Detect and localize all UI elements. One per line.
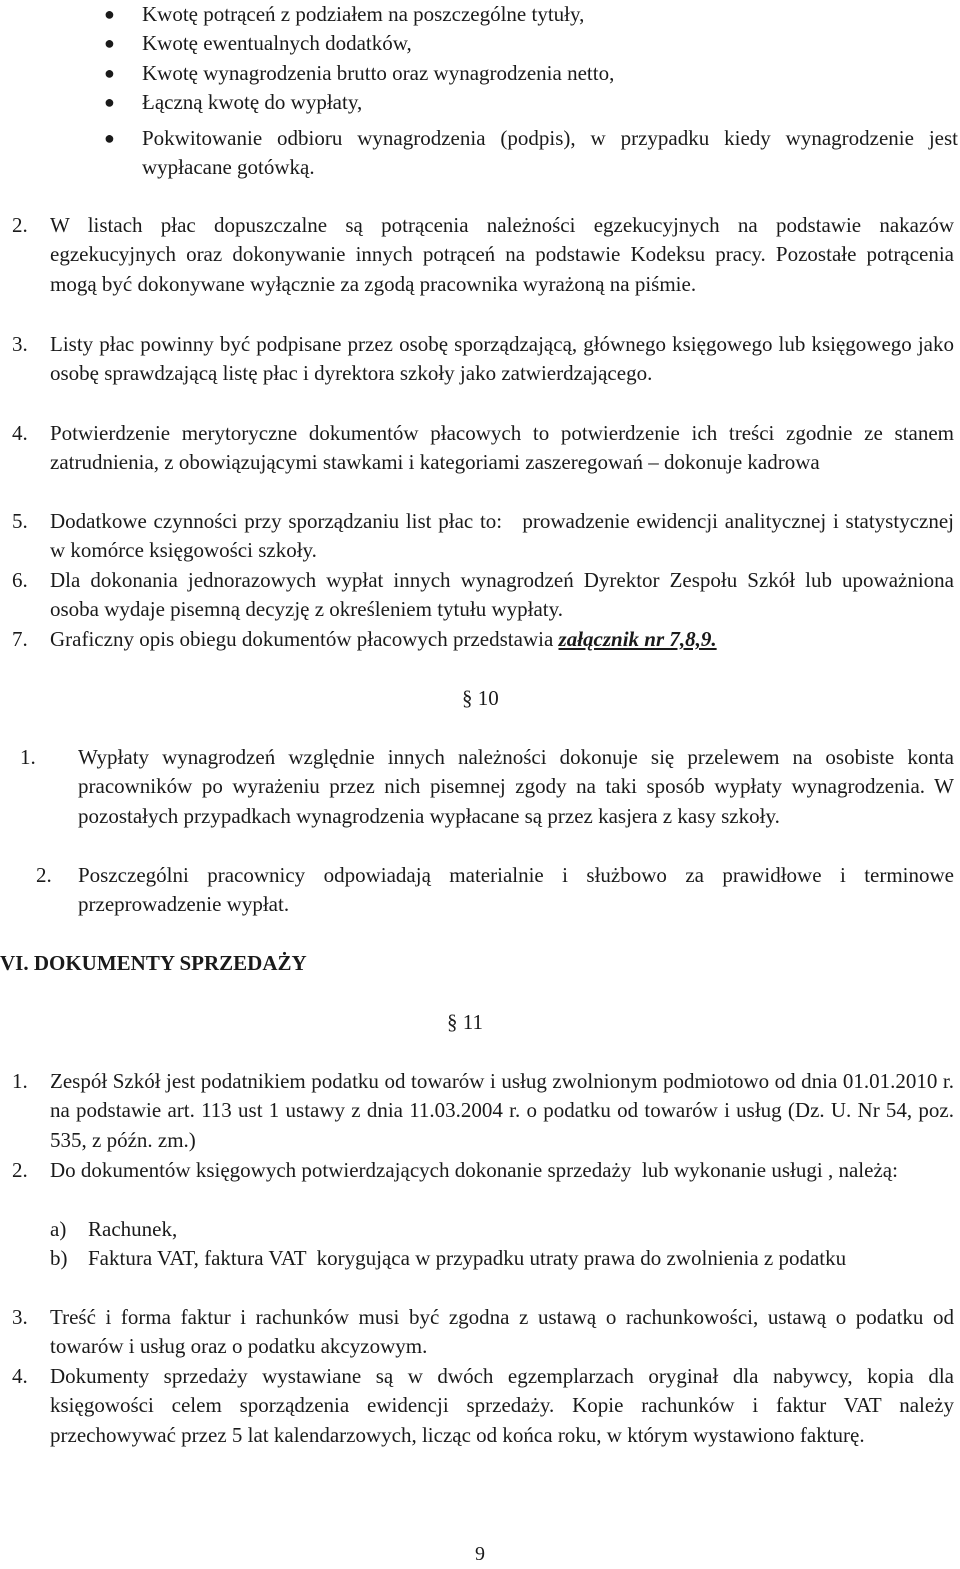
page-number: 9	[475, 1543, 485, 1565]
bullet-icon: ●	[104, 92, 115, 112]
item-number: 2.	[12, 213, 28, 237]
item-number: 7.	[12, 627, 28, 651]
bullet-text: Łączną kwotę do wypłaty,	[142, 90, 363, 114]
sub-item-label: a)	[50, 1217, 67, 1241]
bullet-text: Kwotę wynagrodzenia brutto oraz wynagrodzenia netto,	[142, 61, 615, 85]
sub-item-label: b)	[50, 1246, 68, 1270]
bullet-text: Pokwitowanie odbioru wynagrodzenia (podpis), w przypadku kiedy wynagrodzenie jest wypłacane gotówką.	[142, 126, 958, 180]
item-text: Treść i forma faktur i rachunków musi być zgodna z ustawą o rachunkowości, ustawą o podatku od towarów i usług oraz o podatku akcyzowym.	[50, 1305, 954, 1359]
sub-item-text: Rachunek,	[88, 1217, 178, 1241]
bullet-text: Kwotę ewentualnych dodatków,	[142, 31, 412, 55]
item-number: 2.	[12, 1158, 28, 1182]
item-text: Dodatkowe czynności przy sporządzaniu list płac to: prowadzenie ewidencji analitycznej i statystycznej w komórce księgowości szkoły.	[50, 509, 960, 563]
paragraph-sign: § 10	[462, 686, 499, 710]
item-text: Poszczególni pracownicy odpowiadają materialnie i służbowo za prawidłowe i terminowe przeprowadzenie wypłat.	[78, 863, 954, 917]
item-number: 1.	[12, 1069, 28, 1093]
item-text-main: Graficzny opis obiegu dokumentów płacowych przedstawia	[50, 627, 559, 651]
attachment-reference: załącznik nr 7,8,9.	[558, 627, 717, 651]
bullet-text: Kwotę potrąceń z podziałem na poszczególne tytuły,	[142, 2, 585, 26]
item-text: Wypłaty wynagrodzeń względnie innych należności dokonuje się przelewem na osobiste konta pracowników po wyrażeniu przez nich pisemnej zgody na taki sposób wypłaty wynagrodzenia. W pozostałych przypadkach wynagrodzenia wypłacane są przez kasjera z kasy szkoły.	[78, 745, 954, 828]
bullet-icon: ●	[104, 128, 115, 148]
item-text: Do dokumentów księgowych potwierdzających dokonanie sprzedaży lub wykonanie usługi , należą:	[50, 1158, 898, 1182]
item-text: Dokumenty sprzedaży wystawiane są w dwóch egzemplarzach oryginał dla nabywcy, kopia dla księgowości celem sporządzenia ewidencji sprzedaży. Kopie rachunków i faktur VAT należy przechowywać przez 5 lat kalendarzowych, licząc od końca roku, w którym wystawiono fakturę.	[50, 1364, 954, 1447]
bullet-icon: ●	[104, 33, 115, 53]
item-number: 2.	[36, 863, 52, 887]
item-number: 3.	[12, 1305, 28, 1329]
section-heading: VI. DOKUMENTY SPRZEDAŻY	[0, 951, 307, 975]
item-number: 6.	[12, 568, 28, 592]
item-text: Listy płac powinny być podpisane przez osobę sporządzającą, głównego księgowego lub księgowego jako osobę sprawdzającą listę płac i dyrektora szkoły jako zatwierdzającego.	[50, 332, 954, 386]
bullet-icon: ●	[104, 4, 115, 24]
item-text: Zespół Szkół jest podatnikiem podatku od towarów i usług zwolnionym podmiotowo od dnia 01.01.2010 r. na podstawie art. 113 ust 1 ustawy z dnia 11.03.2004 r. o podatku od towarów i usług (Dz. U. Nr 54, poz. 535, z późn. zm.)	[50, 1069, 954, 1152]
item-text: Potwierdzenie merytoryczne dokumentów płacowych to potwierdzenie ich treści zgodnie ze stanem zatrudnienia, z obowiązującymi stawkami i kategoriami zaszeregowań – dokonuje kadrowa	[50, 421, 954, 475]
item-number: 4.	[12, 421, 28, 445]
item-number: 3.	[12, 332, 28, 356]
bullet-icon: ●	[104, 63, 115, 83]
item-number: 5.	[12, 509, 28, 533]
item-text: W listach płac dopuszczalne są potrącenia należności egzekucyjnych na podstawie nakazów egzekucyjnych oraz dokonywanie innych potrąceń na podstawie Kodeksu pracy. Pozostałe potrącenia mogą być dokonywane wyłącznie za zgodą pracownika wyrażoną na piśmie.	[50, 213, 954, 296]
item-number: 4.	[12, 1364, 28, 1388]
sub-item-text: Faktura VAT, faktura VAT korygująca w przypadku utraty prawa do zwolnienia z podatku	[88, 1246, 847, 1270]
item-number: 1.	[20, 745, 36, 769]
item-text	[50, 625, 954, 654]
item-text: Dla dokonania jednorazowych wypłat innych wynagrodzeń Dyrektor Zespołu Szkół lub upoważniona osoba wydaje pisemną decyzję z określeniem tytułu wypłaty.	[50, 568, 954, 622]
paragraph-sign: § 11	[447, 1010, 483, 1034]
